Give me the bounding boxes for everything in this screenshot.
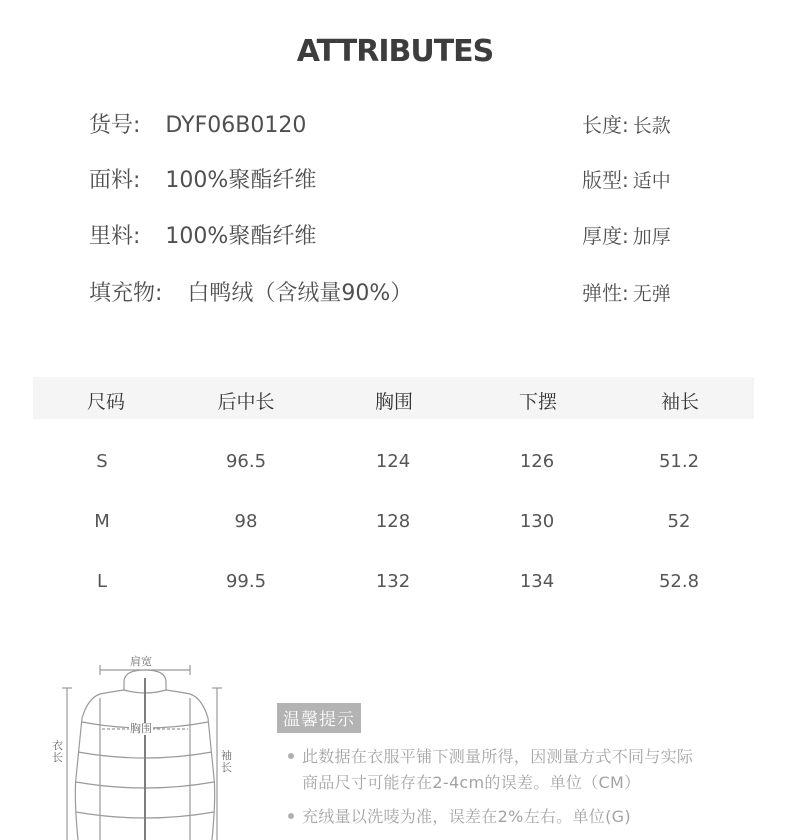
attribute-lining bbox=[89, 219, 316, 250]
header-cell: 尺码 bbox=[86, 391, 126, 413]
attribute-label: 填充物: bbox=[89, 281, 163, 306]
sleeve-length-label: 袖长 bbox=[221, 749, 232, 774]
tip-text: 充绒量以洗唛为准，误差在2%左右。单位(G) bbox=[302, 807, 631, 826]
size-table bbox=[33, 377, 754, 599]
attribute-label: 面料: bbox=[89, 168, 141, 193]
attribute-fit bbox=[582, 164, 671, 193]
attribute-value: 无弹 bbox=[632, 283, 671, 305]
table-cell: 96.5 bbox=[225, 451, 267, 472]
attribute-value: 加厚 bbox=[632, 226, 671, 248]
bullet-icon bbox=[288, 753, 294, 759]
header-cell: 后中长 bbox=[217, 391, 275, 413]
table-cell: 130 bbox=[519, 511, 555, 532]
table-cell: M bbox=[94, 511, 110, 532]
attribute-item-number bbox=[89, 108, 306, 139]
attribute-label: 弹性: bbox=[582, 281, 629, 305]
table-row bbox=[33, 419, 754, 479]
table-cell: 52.8 bbox=[658, 571, 700, 592]
table-cell: 134 bbox=[519, 571, 555, 592]
length-label: 衣长 bbox=[52, 739, 63, 764]
attribute-label: 里料: bbox=[89, 224, 141, 249]
table-cell: 51.2 bbox=[658, 451, 700, 472]
attribute-value: 100%聚酯纤维 bbox=[165, 224, 317, 249]
bullet-icon bbox=[288, 813, 294, 819]
table-cell: 128 bbox=[375, 511, 411, 532]
chest-label: 胸围 bbox=[130, 722, 152, 735]
shoulder-width-label: 肩宽 bbox=[130, 655, 152, 668]
tip-line bbox=[288, 744, 693, 767]
attribute-value: 100%聚酯纤维 bbox=[165, 168, 317, 193]
header-cell: 袖长 bbox=[660, 391, 700, 413]
tip-line bbox=[288, 804, 631, 827]
header-cell: 胸围 bbox=[374, 391, 414, 413]
tip-line-continued: 商品尺寸可能存在2-4cm的误差。单位（CM） bbox=[302, 773, 641, 792]
table-cell: 52 bbox=[667, 511, 691, 532]
attribute-value: 白鸭绒（含绒量90%） bbox=[187, 281, 413, 306]
table-row bbox=[33, 479, 754, 539]
attribute-length bbox=[582, 109, 671, 138]
table-cell: 99.5 bbox=[225, 571, 267, 592]
table-cell: 98 bbox=[234, 511, 258, 532]
table-row bbox=[33, 539, 754, 599]
attribute-label: 货号: bbox=[89, 113, 141, 138]
table-cell: S bbox=[96, 451, 108, 472]
tips-title: 温馨提示 bbox=[277, 703, 361, 733]
size-table-header bbox=[33, 377, 754, 419]
attribute-fabric bbox=[89, 163, 316, 194]
table-cell: 126 bbox=[519, 451, 555, 472]
attribute-thickness bbox=[582, 220, 671, 249]
table-cell: 124 bbox=[375, 451, 411, 472]
attribute-elasticity bbox=[582, 277, 671, 306]
table-cell: L bbox=[96, 571, 108, 592]
tip-text: 此数据在衣服平铺下测量所得，因测量方式不同与实际 bbox=[302, 747, 694, 766]
attribute-label: 厚度: bbox=[582, 224, 629, 248]
attribute-label: 版型: bbox=[582, 168, 629, 192]
attribute-label: 长度: bbox=[582, 113, 629, 137]
attribute-value: DYF06B0120 bbox=[165, 113, 307, 138]
table-cell: 132 bbox=[375, 571, 411, 592]
jacket-measurement-diagram bbox=[40, 648, 250, 840]
jacket-outline-icon bbox=[40, 648, 250, 840]
attribute-value: 长款 bbox=[632, 115, 671, 137]
attribute-value: 适中 bbox=[632, 170, 671, 192]
attribute-filling bbox=[89, 276, 412, 307]
page-title: ATTRIBUTES bbox=[296, 34, 494, 69]
header-cell: 下摆 bbox=[518, 391, 558, 413]
